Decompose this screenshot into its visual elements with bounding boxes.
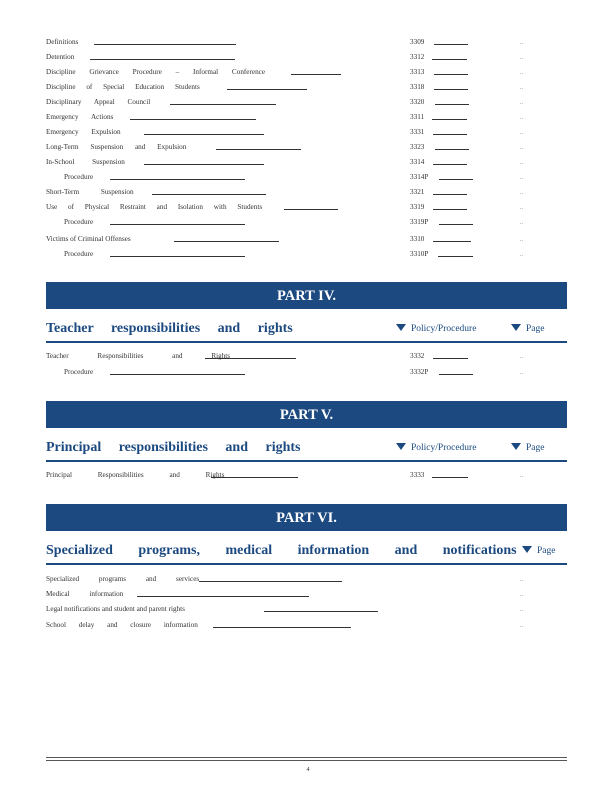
page-line: [439, 374, 473, 375]
policy-code: 3332P: [410, 368, 429, 376]
leader-line: [110, 224, 245, 225]
page-dots: ..: [520, 205, 524, 211]
column-label: Page: [526, 324, 545, 334]
section-title: Teacher responsibilities and rights: [46, 321, 293, 336]
policy-code: 3311: [410, 113, 425, 121]
section-title: Specialized programs, medical information and notifications: [46, 543, 517, 558]
triangle-down-icon: [396, 324, 406, 331]
page-line: [432, 59, 467, 60]
triangle-down-icon: [511, 324, 521, 331]
page-dots: ..: [520, 220, 524, 226]
page-column-header: [522, 545, 555, 557]
page-line: [432, 119, 467, 120]
part-vi-header: [46, 541, 567, 565]
policy-code: 3309: [410, 38, 425, 46]
column-label: Page: [526, 443, 545, 453]
entry-label: Definitions: [46, 38, 79, 46]
page-dots: ..: [520, 160, 524, 166]
column-label: Policy/Procedure: [411, 443, 477, 453]
leader-line: [110, 179, 245, 180]
entry-label: Discipline of Special Education Students: [46, 83, 200, 91]
triangle-down-icon: [511, 443, 521, 450]
page-dots: ..: [520, 370, 524, 376]
column-label: Policy/Procedure: [411, 324, 477, 334]
part-v-banner: PART V.: [46, 401, 567, 428]
entry-label: Procedure: [64, 218, 94, 226]
policy-code: 3313: [410, 68, 425, 76]
leader-line: [137, 596, 309, 597]
leader-line: [174, 241, 279, 242]
page-line: [434, 44, 468, 45]
page-line: [439, 179, 473, 180]
page-dots: ..: [520, 190, 524, 196]
part-iv-banner: PART IV.: [46, 282, 567, 309]
page-dots: ..: [520, 473, 524, 479]
page-dots: ..: [520, 577, 524, 583]
page-line: [433, 164, 467, 165]
leader-line: [291, 74, 341, 75]
leader-line: [213, 627, 351, 628]
leader-line: [216, 149, 301, 150]
page-line: [433, 209, 467, 210]
policy-code: 3319P: [410, 218, 429, 226]
page-dots: ..: [520, 175, 524, 181]
entry-label: Medical information: [46, 590, 124, 598]
page-line: [433, 194, 467, 195]
page-line: [435, 149, 469, 150]
page-dots: ..: [520, 100, 524, 106]
triangle-down-icon: [396, 443, 406, 450]
policy-code: 3333: [410, 471, 425, 479]
policy-code: 3323: [410, 143, 425, 151]
page-line: [433, 358, 468, 359]
page-dots: ..: [520, 115, 524, 121]
page-dots: ..: [520, 145, 524, 151]
page-line: [434, 74, 468, 75]
page-line: [438, 256, 473, 257]
page-dots: ..: [520, 623, 524, 629]
part-iv-header: [46, 319, 567, 343]
page-line: [439, 224, 473, 225]
page-dots: ..: [520, 252, 524, 258]
leader-line: [211, 477, 298, 478]
entry-label: Detention: [46, 53, 75, 61]
page-column-header: [511, 442, 544, 454]
page-dots: ..: [520, 354, 524, 360]
leader-line: [170, 104, 276, 105]
page-column-header: [511, 323, 544, 335]
entry-label: Principal Responsibilities and Rights: [46, 471, 225, 479]
entry-label: Procedure: [64, 250, 94, 258]
column-label: Page: [537, 546, 556, 556]
policy-code: 3319: [410, 203, 425, 211]
leader-line: [227, 89, 307, 90]
page-dots: ..: [520, 55, 524, 61]
entry-label: Victims of Criminal Offenses: [46, 235, 131, 243]
entry-label: Use of Physical Restraint and Isolation with Students: [46, 203, 263, 211]
entry-label: Procedure: [64, 173, 94, 181]
policy-procedure-column-header: [396, 442, 476, 454]
page-dots: ..: [520, 40, 524, 46]
page-number: 4: [306, 766, 310, 773]
entry-label: Teacher Responsibilities and Rights: [46, 352, 231, 360]
leader-line: [205, 358, 296, 359]
leader-line: [152, 194, 266, 195]
triangle-down-icon: [522, 546, 532, 553]
page-dots: ..: [520, 85, 524, 91]
leader-line: [144, 164, 264, 165]
page-line: [433, 134, 467, 135]
entry-label: School delay and closure information: [46, 621, 198, 629]
policy-code: 3331: [410, 128, 425, 136]
entry-label: Discipline Grievance Procedure – Informal Conference: [46, 68, 266, 76]
leader-line: [284, 209, 338, 210]
page-line: [435, 104, 469, 105]
footer-rule: [46, 760, 567, 761]
policy-code: 3321: [410, 188, 425, 196]
policy-code: 3332: [410, 352, 425, 360]
part-v-header: [46, 438, 567, 462]
entry-label: Short-Term Suspension: [46, 188, 134, 196]
entry-label: Disciplinary Appeal Council: [46, 98, 151, 106]
page-line: [434, 89, 468, 90]
leader-line: [90, 59, 235, 60]
page-dots: ..: [520, 237, 524, 243]
leader-line: [264, 611, 378, 612]
policy-code: 3314: [410, 158, 425, 166]
leader-line: [110, 256, 245, 257]
entry-label: Emergency Expulsion: [46, 128, 121, 136]
entry-label: Specialized programs and services: [46, 575, 200, 583]
page-line: [432, 477, 468, 478]
leader-line: [110, 374, 245, 375]
leader-line: [94, 44, 236, 45]
footer-rule: [46, 757, 567, 758]
page-line: [433, 241, 471, 242]
section-title: Principal responsibilities and rights: [46, 440, 301, 455]
part-vi-banner: PART VI.: [46, 504, 567, 531]
leader-line: [130, 119, 256, 120]
entry-label: In-School Suspension: [46, 158, 125, 166]
page-dots: ..: [520, 592, 524, 598]
policy-code: 3318: [410, 83, 425, 91]
policy-procedure-column-header: [396, 323, 476, 335]
policy-code: 3310: [410, 235, 425, 243]
policy-code: 3314P: [410, 173, 429, 181]
leader-line: [144, 134, 264, 135]
policy-code: 3310P: [410, 250, 429, 258]
entry-label: Long-Term Suspension and Expulsion: [46, 143, 187, 151]
leader-line: [199, 581, 342, 582]
page-dots: ..: [520, 607, 524, 613]
entry-label: Emergency Actions: [46, 113, 114, 121]
page-dots: ..: [520, 70, 524, 76]
entry-label: Procedure: [64, 368, 94, 376]
entry-label: Legal notifications and student and parent rights: [46, 605, 185, 613]
page-dots: ..: [520, 130, 524, 136]
policy-code: 3312: [410, 53, 425, 61]
policy-code: 3320: [410, 98, 425, 106]
